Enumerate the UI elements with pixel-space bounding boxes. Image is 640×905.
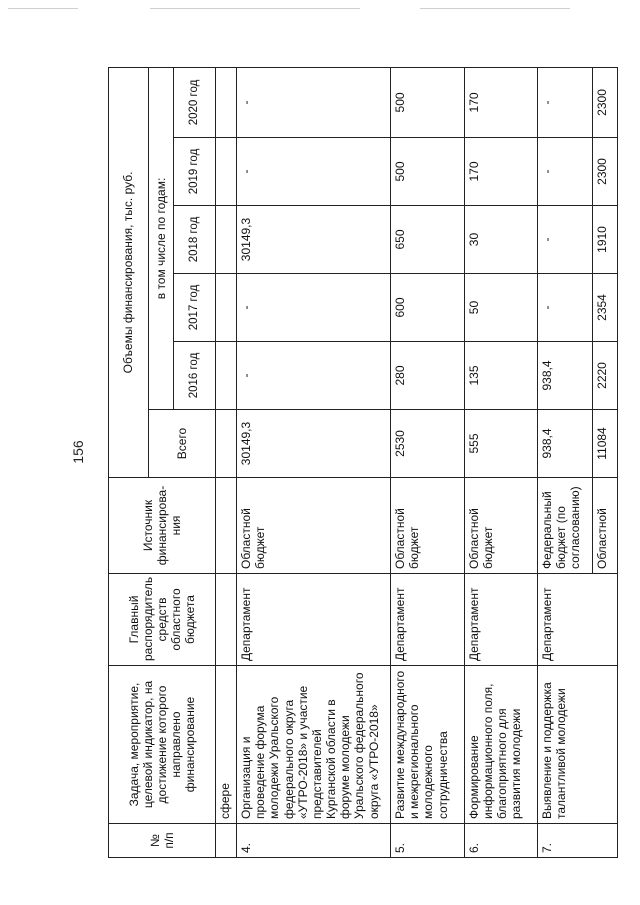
row-total: 11084 — [592, 410, 617, 478]
row-distributor: Департамент — [237, 574, 391, 666]
row-total: 938,4 — [538, 410, 593, 478]
row-year-value: 135 — [464, 342, 538, 410]
header-volume: Объемы финансирования, тыс. руб. — [109, 67, 149, 477]
row-year-value: - — [237, 342, 391, 410]
row-year-value: - — [538, 274, 593, 342]
row-task: Формирование информационного поля, благоприятного для развития молодежи — [464, 666, 538, 824]
table-row — [391, 67, 465, 857]
row-year-value: 30 — [464, 206, 538, 274]
row-total: 30149,3 — [237, 410, 391, 478]
row-total: 2530 — [391, 410, 465, 478]
row-year-value: 170 — [464, 138, 538, 206]
row-year-value: 2220 — [592, 342, 617, 410]
rotated-table-sheet — [108, 68, 618, 858]
row-year-value: 650 — [391, 206, 465, 274]
row-year-value: - — [538, 67, 593, 137]
row-year-value: 30149,3 — [237, 206, 391, 274]
row-num: 4. — [237, 824, 391, 858]
financing-table — [108, 67, 618, 858]
row-source: Федеральный бюджет (по согласованию) — [538, 478, 593, 574]
header-task: Задача, мероприятие, целевой индикатор, на достижение которого направлено финансирование — [109, 666, 216, 824]
row-year-value: - — [237, 67, 391, 137]
row-task: Организация и проведение форума молодежи Уральского федерального округа «УТРО-2018» и участие представителей Курганской области в форуме молодежи Уральского федерального округа «УТРО-2018» — [237, 666, 391, 824]
row-distributor: Департамент — [538, 574, 618, 666]
row-year-value: - — [237, 138, 391, 206]
row-year-value: - — [237, 274, 391, 342]
row-task: Развитие международного и межрегионального молодежного сотрудничества — [391, 666, 465, 824]
row-task: Выявление и поддержка талантливой молодежи — [538, 666, 618, 824]
table-row — [538, 67, 593, 857]
row-year-value: - — [538, 138, 593, 206]
header-num: № п/п — [109, 824, 216, 858]
header-year: 2018 год — [174, 206, 216, 274]
page-number: 156 — [70, 440, 86, 464]
header-total: Всего — [148, 410, 215, 478]
table-row — [237, 67, 391, 857]
header-year: 2016 год — [174, 342, 216, 410]
row-num: 7. — [538, 824, 618, 858]
row-year-value: - — [538, 206, 593, 274]
row-year-value: 500 — [391, 138, 465, 206]
row-distributor: Департамент — [464, 574, 538, 666]
row-year-value: 1910 — [592, 206, 617, 274]
row-distributor: Департамент — [391, 574, 465, 666]
row-num: 5. — [391, 824, 465, 858]
row-year-value: 500 — [391, 67, 465, 137]
row-year-value: 2300 — [592, 138, 617, 206]
row-num: 6. — [464, 824, 538, 858]
row-source: Областной бюджет — [237, 478, 391, 574]
row-source: Областной — [592, 478, 617, 574]
table-row — [464, 67, 538, 857]
header-source: Источник финансирова-ния — [109, 478, 216, 574]
row-year-value: 170 — [464, 67, 538, 137]
header-year: 2020 год — [174, 67, 216, 137]
header-distributor: Главный распорядитель средств областного бюджета — [109, 574, 216, 666]
row-year-value: 2354 — [592, 274, 617, 342]
row-source: Областной бюджет — [391, 478, 465, 574]
header-year: 2019 год — [174, 138, 216, 206]
continuation-row — [216, 67, 237, 857]
row-year-value: 600 — [391, 274, 465, 342]
row-source: Областной бюджет — [464, 478, 538, 574]
row-year-value: 2300 — [592, 67, 617, 137]
header-by-years: в том числе по годам: — [148, 67, 173, 409]
row-total: 555 — [464, 410, 538, 478]
header-year: 2017 год — [174, 274, 216, 342]
row-year-value: 50 — [464, 274, 538, 342]
row-year-value: 938,4 — [538, 342, 593, 410]
row-year-value: 280 — [391, 342, 465, 410]
continuation-text: сфере — [216, 666, 237, 824]
